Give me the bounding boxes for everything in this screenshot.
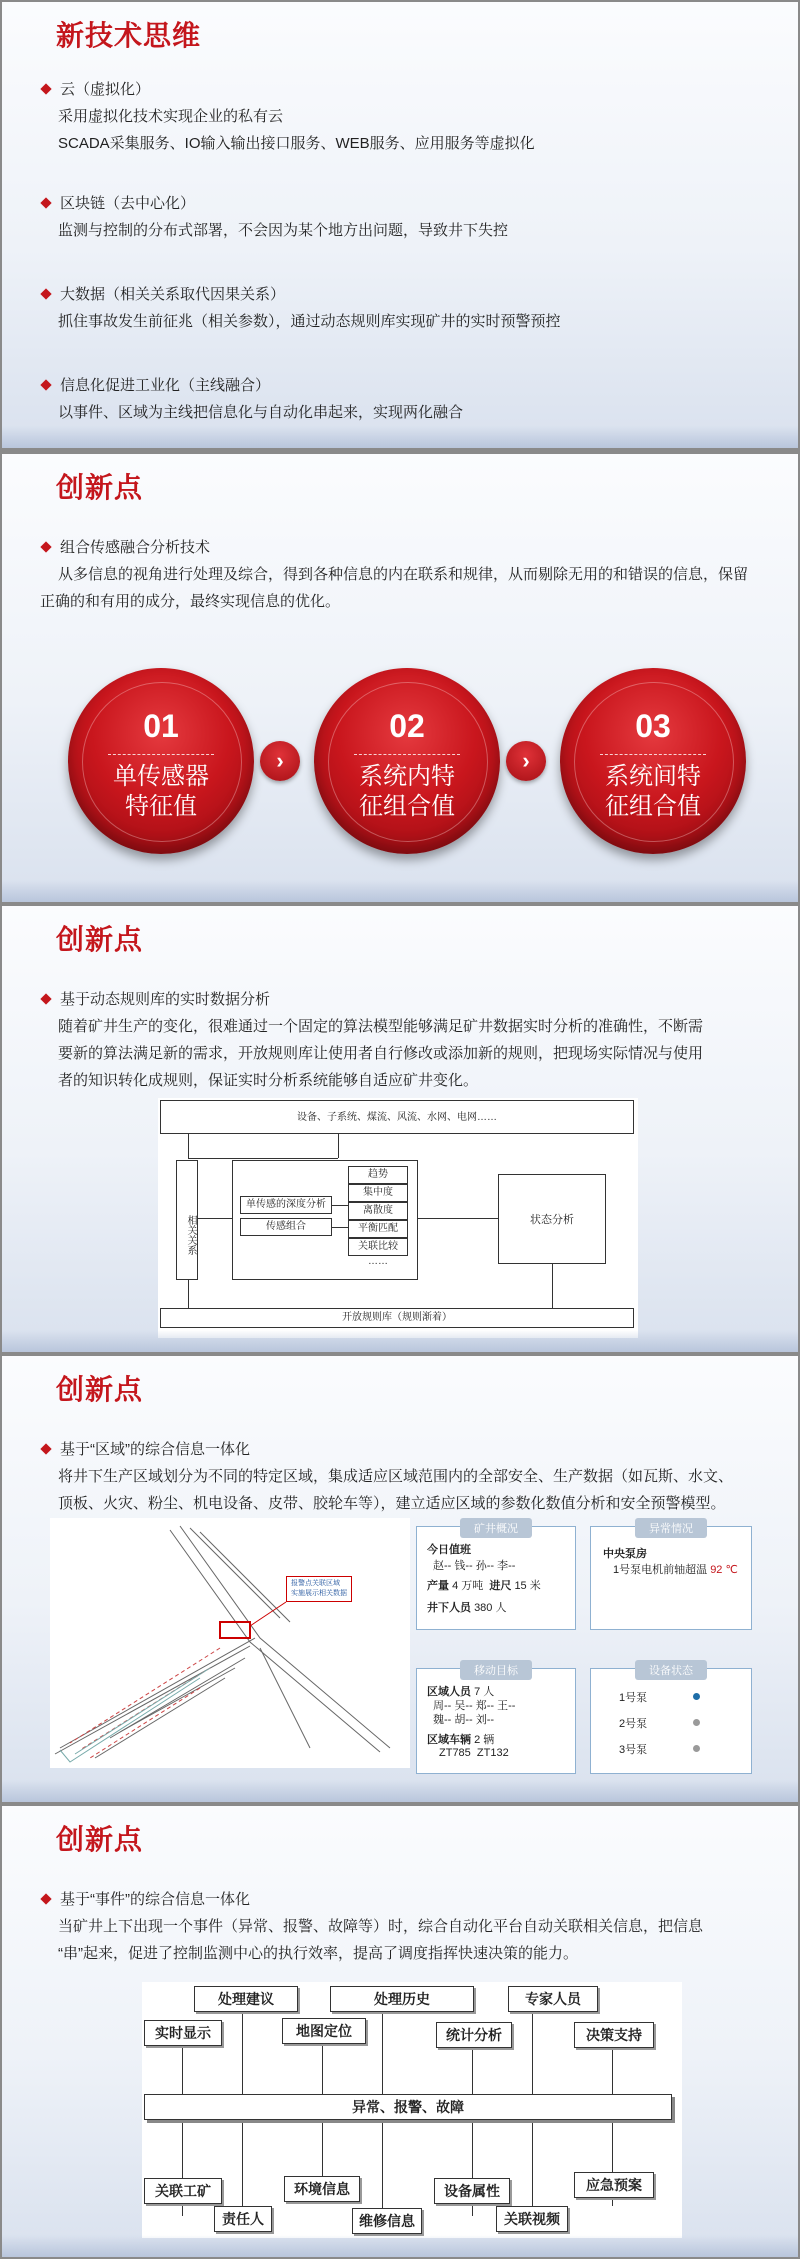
- connector: [188, 1280, 189, 1308]
- box-related-video: 关联视频: [496, 2206, 568, 2232]
- vehicle-ids: ZT785 ZT132: [439, 1747, 509, 1759]
- bullet-head: 云（虚拟化）: [60, 81, 151, 98]
- bullet-head: 大数据（相关关系取代因果关系）: [60, 286, 286, 303]
- anomaly-desc-row: [613, 1561, 738, 1577]
- slide-sensor-fusion: [2, 454, 798, 902]
- paragraph: [58, 1913, 703, 1967]
- box-handling-history: 处理历史: [330, 1986, 474, 2012]
- bullet-body: [58, 103, 535, 157]
- combine-box: 传感组合: [240, 1218, 332, 1236]
- connector: [338, 1134, 339, 1158]
- step-text-line: 系统间特: [605, 763, 701, 790]
- box-equipment-attrs: 设备属性: [434, 2178, 510, 2204]
- mine-map: [50, 1518, 410, 1768]
- box-experts: 专家人员: [508, 1986, 598, 2012]
- para-line: 将井下生产区域划分为不同的特定区域，集成适应区域范围内的全部安全、生产数据（如瓦斯、水文、: [58, 1468, 734, 1485]
- duty-label: 今日值班: [427, 1544, 471, 1556]
- bullet-head: [42, 1436, 250, 1463]
- step-text-line: 征组合值: [605, 793, 701, 820]
- callout-line: 报警点关联区域: [291, 1580, 340, 1587]
- mine-overview-panel: [416, 1523, 576, 1630]
- bullet-bigdata: [42, 281, 285, 308]
- diamond-bullet-icon: [40, 379, 51, 390]
- slide-new-tech-thinking: [2, 2, 798, 448]
- chevron-right-icon: ›: [506, 741, 546, 781]
- para-line: 随着矿井生产的变化，很难通过一个固定的算法模型能够满足矿井数据实时分析的准确性，不断需: [58, 1018, 704, 1035]
- box-responsible-person: 责任人: [214, 2206, 272, 2232]
- slide-title: 创新点: [56, 1824, 144, 1855]
- connector: [332, 1227, 348, 1228]
- slide-dynamic-rules: [2, 906, 798, 1352]
- step-text-line: 征组合值: [359, 793, 455, 820]
- moving-targets-panel: [416, 1665, 576, 1774]
- para-line: “串”起来，促进了控制监测中心的执行效率，提高了调度指挥快速决策的能力。: [58, 1945, 578, 1962]
- region-people-label: 区域人员: [427, 1686, 471, 1698]
- names-line: 魏-- 胡-- 刘--: [433, 1714, 495, 1726]
- body-line: 抓住事故发生前征兆（相关参数），通过动态规则库实现矿井的实时预警预控: [58, 313, 561, 330]
- body-line: 监测与控制的分布式部署，不会因为某个地方出问题，导致井下失控: [58, 222, 509, 239]
- pump-label: 1号泵: [619, 1692, 648, 1704]
- connector: [198, 1218, 232, 1219]
- slide-title: 新技术思维: [56, 20, 202, 51]
- box-emergency-plan: 应急预案: [574, 2172, 654, 2198]
- vehicles-row: [427, 1731, 494, 1747]
- footage-value: 15 米: [514, 1580, 541, 1592]
- bullet-body: [58, 308, 561, 335]
- flowchart: [158, 1098, 638, 1338]
- bullet-head: 信息化促进工业化（主线融合）: [60, 377, 271, 394]
- status-dot-icon: [693, 1745, 700, 1752]
- body-line: 以事件、区域为主线把信息化与自动化串起来，实现两化融合: [58, 404, 464, 421]
- diamond-bullet-icon: [40, 83, 51, 94]
- box-decision-support: 决策支持: [574, 2022, 654, 2048]
- anomaly-desc: 1号泵电机前轴超温: [613, 1564, 708, 1576]
- step-circle-01: [68, 668, 254, 854]
- bullet-head-text: 基于动态规则库的实时数据分析: [60, 991, 271, 1008]
- connector: [418, 1218, 498, 1219]
- body-line: SCADA采集服务、IO输入输出接口服务、WEB服务、应用服务等虚拟化: [58, 135, 535, 152]
- panel-tab: 矿井概况: [460, 1518, 532, 1538]
- slide-title: 创新点: [56, 1374, 144, 1405]
- bullet-head-text: 基于“区域”的综合信息一体化: [60, 1441, 250, 1458]
- bullet-industrialization: [42, 372, 270, 399]
- people-value: 380 人: [474, 1602, 507, 1614]
- diamond-bullet-icon: [40, 1893, 51, 1904]
- metric-balance: 平衡匹配: [348, 1220, 408, 1238]
- panel-tab: 设备状态: [635, 1660, 707, 1680]
- status-dot-icon: [693, 1719, 700, 1726]
- box-statistics: 统计分析: [436, 2022, 512, 2048]
- connector: [188, 1134, 189, 1158]
- output-label: 产量: [427, 1580, 449, 1592]
- diamond-bullet-icon: [40, 993, 51, 1004]
- box-maintenance-info: 维修信息: [352, 2208, 422, 2234]
- para-line: 要新的算法满足新的需求，开放规则库让使用者自行修改或添加新的规则，把现场实际情况与使用: [58, 1045, 704, 1062]
- state-analysis-box: 状态分析: [498, 1174, 606, 1264]
- para-line: 从多信息的视角进行处理及综合，得到各种信息的内在联系和规律，从而剔除无用的和错误的信息，保留: [58, 566, 749, 583]
- bullet-head: [42, 1886, 250, 1913]
- mine-map-drawing: [50, 1518, 410, 1768]
- relation-box: 相关关系: [176, 1160, 198, 1280]
- bullet-body: [58, 399, 463, 426]
- step-text-line: 单传感器: [113, 763, 209, 790]
- body-line: 采用虚拟化技术实现企业的私有云: [58, 108, 284, 125]
- slide-region-integration: [2, 1356, 798, 1802]
- para-line: 顶板、火灾、粉尘、机电设备、皮带、胶轮车等），建立适应区域的参数化数值分析和安全预警模型。: [58, 1495, 726, 1512]
- output-value: 4 万吨: [452, 1580, 484, 1592]
- connector: [552, 1264, 553, 1308]
- para-line: 者的知识转化成规则，保证实时分析系统能够自适应矿井变化。: [58, 1072, 479, 1089]
- pump-label: 2号泵: [619, 1718, 648, 1730]
- slide-title: 创新点: [56, 924, 144, 955]
- people-label: 井下人员: [427, 1602, 471, 1614]
- event-diagram: [142, 1982, 682, 2238]
- para-line: 正确的和有用的成分，最终实现信息的优化。: [40, 593, 341, 610]
- box-realtime-display: 实时显示: [144, 2020, 222, 2046]
- callout-line: 实施展示相关数据: [291, 1590, 347, 1597]
- bullet-head: [42, 986, 270, 1013]
- bullet-body: [58, 217, 508, 244]
- para-line: 当矿井上下出现一个事件（异常、报警、故障等）时，综合自动化平台自动关联相关信息，把信息: [58, 1918, 704, 1935]
- people-row: [427, 1599, 506, 1615]
- step-number: 03: [635, 708, 671, 744]
- bullet-head-text: 组合传感融合分析技术: [60, 539, 211, 556]
- diamond-bullet-icon: [40, 288, 51, 299]
- metric-dispersion: 离散度: [348, 1202, 408, 1220]
- bullet-cloud: [42, 76, 150, 103]
- step-text: [314, 762, 500, 822]
- chevron-right-icon: ›: [260, 741, 300, 781]
- slide-event-integration: [2, 1806, 798, 2257]
- diamond-bullet-icon: [40, 541, 51, 552]
- anomaly-panel: [590, 1523, 752, 1630]
- divider: [600, 754, 706, 755]
- connector: [332, 1205, 348, 1206]
- step-number: 01: [143, 708, 179, 744]
- metric-correlation: 关联比较: [348, 1238, 408, 1256]
- bullet-head: 区块链（去中心化）: [60, 195, 196, 212]
- slide-title: 创新点: [56, 472, 144, 503]
- step-text-line: 系统内特: [359, 763, 455, 790]
- panel-tab: 异常情况: [635, 1518, 707, 1538]
- paragraph: [40, 588, 340, 615]
- open-rule-library-box: 开放规则库（规则渐着）: [160, 1308, 634, 1328]
- step-text: [560, 762, 746, 822]
- region-people-value: 7 人: [474, 1686, 495, 1698]
- bullet-blockchain: [42, 190, 195, 217]
- step-text-line: 特征值: [125, 793, 197, 820]
- paragraph: [58, 1013, 703, 1094]
- box-map-location: 地图定位: [282, 2018, 366, 2044]
- anomaly-temp: 92 ℃: [710, 1564, 738, 1576]
- output-row: [427, 1577, 541, 1593]
- vehicles-value: 2 辆: [474, 1734, 495, 1746]
- paragraph: [58, 1463, 733, 1517]
- names-line: 周-- 吴-- 郑-- 王--: [433, 1700, 516, 1712]
- step-text: [68, 762, 254, 822]
- anomaly-location: 中央泵房: [603, 1548, 647, 1560]
- box-related-conditions: 关联工矿: [144, 2178, 222, 2204]
- vehicles-label: 区域车辆: [427, 1734, 471, 1746]
- metric-concentration: 集中度: [348, 1184, 408, 1202]
- diamond-bullet-icon: [40, 1443, 51, 1454]
- pump-label: 3号泵: [619, 1744, 648, 1756]
- diamond-bullet-icon: [40, 197, 51, 208]
- status-dot-icon: [693, 1693, 700, 1700]
- panel-tab: 移动目标: [460, 1660, 532, 1680]
- paragraph: [58, 561, 748, 588]
- duty-names: 赵-- 钱-- 孙-- 李--: [433, 1560, 516, 1572]
- map-callout: [286, 1576, 352, 1602]
- footage-label: 进尺: [489, 1580, 512, 1592]
- event-center-bar: 异常、报警、故障: [144, 2094, 672, 2120]
- step-circle-03: [560, 668, 746, 854]
- equipment-status-panel: [590, 1665, 752, 1774]
- box-handling-advice: 处理建议: [194, 1986, 298, 2012]
- divider: [354, 754, 460, 755]
- step-circle-02: [314, 668, 500, 854]
- bullet-head: [42, 534, 210, 561]
- box-environment-info: 环境信息: [284, 2176, 360, 2202]
- metric-more: ……: [368, 1256, 388, 1267]
- connector: [188, 1158, 338, 1159]
- flow-source-box: 设备、子系统、煤流、风流、水网、电网……: [160, 1100, 634, 1134]
- step-number: 02: [389, 708, 425, 744]
- metric-trend: 趋势: [348, 1166, 408, 1184]
- divider: [108, 754, 214, 755]
- bullet-head-text: 基于“事件”的综合信息一体化: [60, 1891, 250, 1908]
- depth-analysis-box: 单传感的深度分析: [240, 1196, 332, 1214]
